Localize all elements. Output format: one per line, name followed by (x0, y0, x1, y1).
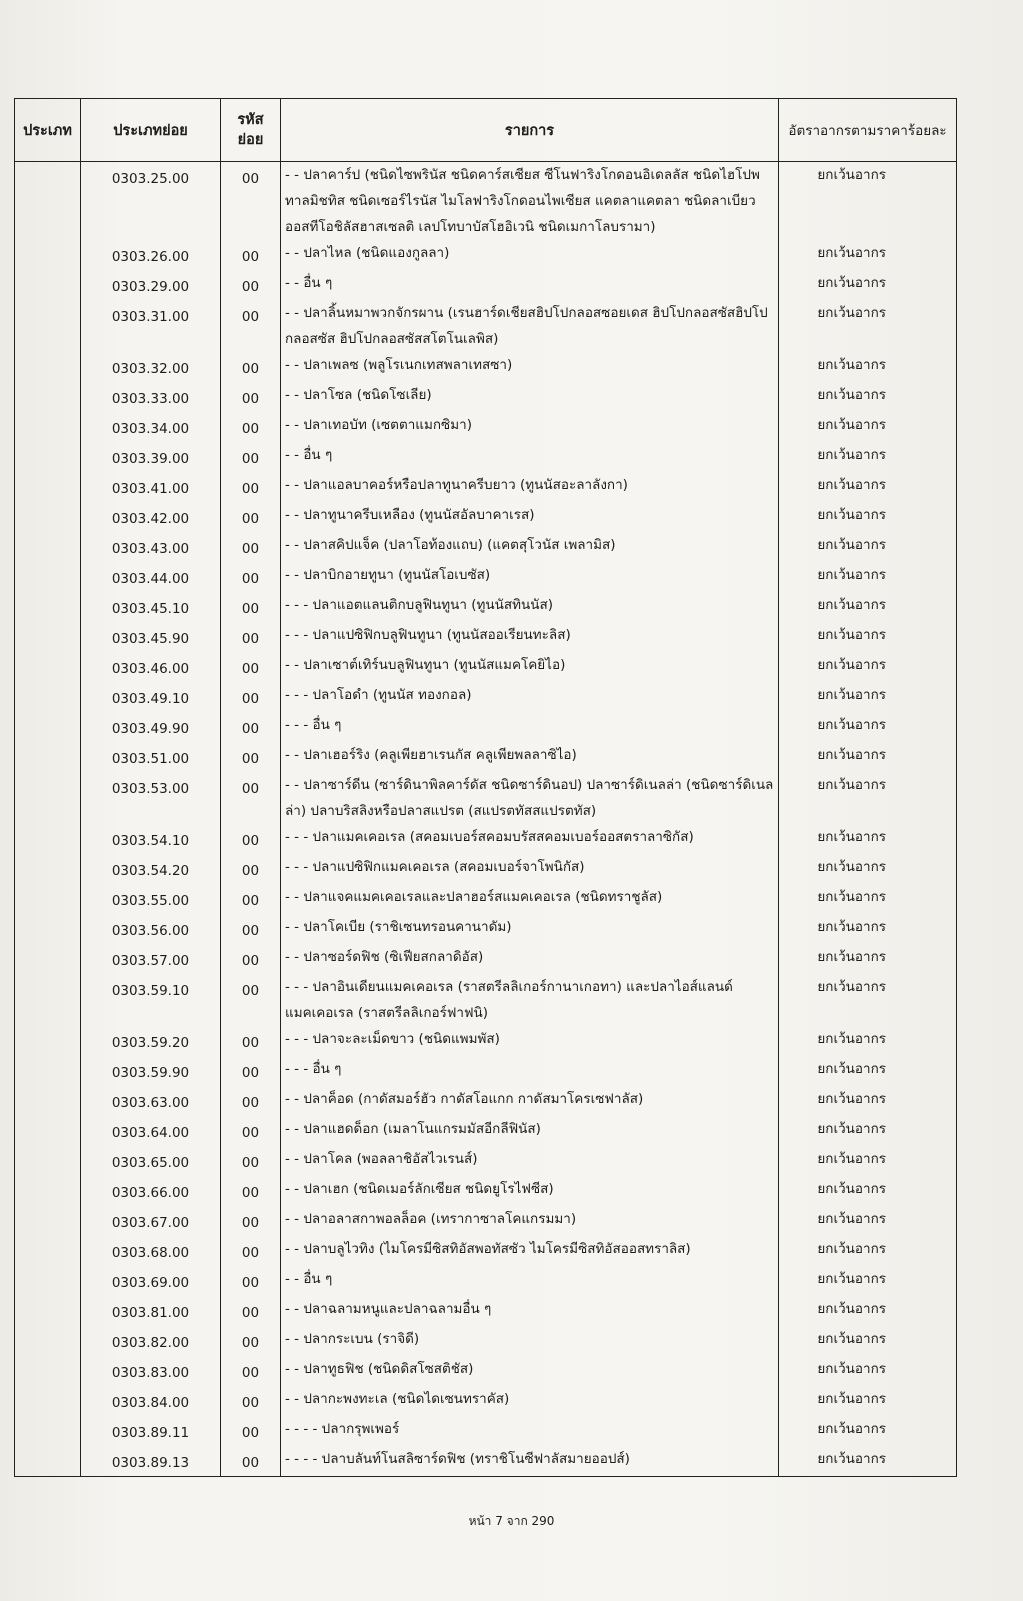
cell-subcode: 00 (221, 884, 281, 914)
cell-type (15, 1206, 81, 1236)
cell-rate: ยกเว้นอากร (779, 502, 957, 532)
cell-type (15, 772, 81, 824)
cell-subcode: 00 (221, 472, 281, 502)
cell-rate: ยกเว้นอากร (779, 742, 957, 772)
table-row (15, 1236, 957, 1266)
cell-description: - - - ปลาแปซิฟิกบลูฟินทูนา (ทูนนัสออเรียนทะลิส) (281, 622, 779, 652)
cell-type (15, 562, 81, 592)
cell-description: - - ปลาสคิปแจ็ค (ปลาโอท้องแถบ) (แคตสุโวนัส เพลามิส) (281, 532, 779, 562)
cell-subtype: 0303.63.00 (81, 1086, 221, 1116)
table-row (15, 772, 957, 824)
table-row (15, 300, 957, 352)
cell-description: - - ปลาไหล (ชนิดแองกูลลา) (281, 240, 779, 270)
cell-description: - - ปลาซอร์ดฟิช (ซิเฟียสกลาดิอัส) (281, 944, 779, 974)
cell-description: - - - อื่น ๆ (281, 1056, 779, 1086)
cell-subtype: 0303.42.00 (81, 502, 221, 532)
cell-description: - - ปลาบลูไวทิง (ไมโครมีซิสทิอัสพอทัสซัว ไมโครมีซิสทิอัสออสทราลิส) (281, 1236, 779, 1266)
cell-subtype: 0303.59.20 (81, 1026, 221, 1056)
cell-type (15, 1296, 81, 1326)
table-row (15, 1056, 957, 1086)
cell-subtype: 0303.68.00 (81, 1236, 221, 1266)
cell-subcode: 00 (221, 1296, 281, 1326)
cell-type (15, 974, 81, 1026)
cell-rate: ยกเว้นอากร (779, 682, 957, 712)
cell-description: - - อื่น ๆ (281, 442, 779, 472)
cell-description: - - - ปลาแมคเคอเรล (สคอมเบอร์สคอมบรัสสคอมเบอร์ออสตราลาซิกัส) (281, 824, 779, 854)
cell-subtype: 0303.45.10 (81, 592, 221, 622)
cell-subtype: 0303.64.00 (81, 1116, 221, 1146)
cell-rate: ยกเว้นอากร (779, 1446, 957, 1477)
cell-rate: ยกเว้นอากร (779, 592, 957, 622)
cell-subcode: 00 (221, 974, 281, 1026)
cell-rate: ยกเว้นอากร (779, 162, 957, 241)
cell-rate: ยกเว้นอากร (779, 1086, 957, 1116)
table-row (15, 1176, 957, 1206)
cell-subtype: 0303.45.90 (81, 622, 221, 652)
table-row (15, 1206, 957, 1236)
cell-description: - - ปลาบิกอายทูนา (ทูนนัสโอเบซัส) (281, 562, 779, 592)
cell-rate: ยกเว้นอากร (779, 240, 957, 270)
cell-subcode: 00 (221, 1086, 281, 1116)
cell-type (15, 1446, 81, 1477)
cell-rate: ยกเว้นอากร (779, 974, 957, 1026)
cell-subtype: 0303.31.00 (81, 300, 221, 352)
cell-subtype: 0303.59.90 (81, 1056, 221, 1086)
cell-type (15, 1386, 81, 1416)
cell-subcode: 00 (221, 412, 281, 442)
cell-description: - - - ปลาอินเดียนแมคเคอเรล (ราสตรีลลิเกอร์กานาเกอทา) และปลาไอส์แลนด์แมคเคอเรล (ราสตรีลลิเกอร์ฟาฟนิ) (281, 974, 779, 1026)
table-row (15, 1326, 957, 1356)
table-row (15, 884, 957, 914)
cell-rate: ยกเว้นอากร (779, 1356, 957, 1386)
cell-rate: ยกเว้นอากร (779, 1266, 957, 1296)
table-row (15, 1416, 957, 1446)
cell-subcode: 00 (221, 854, 281, 884)
cell-rate: ยกเว้นอากร (779, 1386, 957, 1416)
cell-subcode: 00 (221, 622, 281, 652)
cell-subcode: 00 (221, 270, 281, 300)
cell-subcode: 00 (221, 240, 281, 270)
cell-description: - - ปลาโคเบีย (ราชิเซนทรอนคานาดัม) (281, 914, 779, 944)
cell-subtype: 0303.49.90 (81, 712, 221, 742)
cell-description: - - ปลากระเบน (ราจิดี) (281, 1326, 779, 1356)
cell-description: - - ปลาซาร์ดีน (ซาร์ดินาพิลคาร์ดัส ชนิดซาร์ดินอป) ปลาซาร์ดิเนลล่า (ชนิดซาร์ดิเนลล่า) ปลาบริสลิงหรือปลาสแปรต (สแปรตทัสสแปรตทัส) (281, 772, 779, 824)
table-row (15, 532, 957, 562)
cell-description: - - ปลาเพลซ (พลูโรเนกเทสพลาเทสซา) (281, 352, 779, 382)
cell-subtype: 0303.66.00 (81, 1176, 221, 1206)
header-rate: อัตราอากรตามราคาร้อยละ (779, 99, 957, 162)
table-row (15, 442, 957, 472)
cell-subcode: 00 (221, 352, 281, 382)
cell-subcode: 00 (221, 1356, 281, 1386)
cell-rate: ยกเว้นอากร (779, 1116, 957, 1146)
cell-type (15, 824, 81, 854)
table-row (15, 974, 957, 1026)
cell-description: - - - ปลาจะละเม็ดขาว (ชนิดแพมพัส) (281, 1026, 779, 1056)
cell-subtype: 0303.82.00 (81, 1326, 221, 1356)
cell-subtype: 0303.29.00 (81, 270, 221, 300)
header-type: ประเภท (15, 99, 81, 162)
cell-type (15, 1356, 81, 1386)
cell-description: - - - - ปลากรุพเพอร์ (281, 1416, 779, 1446)
cell-description: - - ปลาฉลามหนูและปลาฉลามอื่น ๆ (281, 1296, 779, 1326)
table-row (15, 944, 957, 974)
cell-description: - - - ปลาแปซิฟิกแมคเคอเรล (สคอมเบอร์จาโพนิกัส) (281, 854, 779, 884)
cell-rate: ยกเว้นอากร (779, 652, 957, 682)
cell-rate: ยกเว้นอากร (779, 1206, 957, 1236)
cell-rate: ยกเว้นอากร (779, 1236, 957, 1266)
cell-description: - - ปลาเทอบัท (เซตตาแมกซิมา) (281, 412, 779, 442)
cell-type (15, 914, 81, 944)
cell-subcode: 00 (221, 1026, 281, 1056)
cell-type (15, 652, 81, 682)
table-row (15, 240, 957, 270)
cell-type (15, 742, 81, 772)
header-subcode-line1: รหัส (237, 112, 264, 128)
cell-type (15, 854, 81, 884)
table-row (15, 472, 957, 502)
table-row (15, 1116, 957, 1146)
cell-description: - - ปลาคาร์ป (ชนิดไซพรินัส ชนิดคาร์สเซียส ซีโนฟาริงโกดอนอิเดลลัส ชนิดไฮโปพทาลมิชทิส ชนิดเซอร์ไรนัส ไมโลฟาริงโกดอนไพเซียส แคตลาแคตลา ชนิดลาเบียว ออสทีโอชิลัสฮาสเซลติ เลปโทบาบัสโฮอิเวนิ ชนิดเมกาโลบรามา) (281, 162, 779, 241)
cell-description: - - ปลาอลาสกาพอลล็อค (เทรากาซาลโคแกรมมา) (281, 1206, 779, 1236)
cell-rate: ยกเว้นอากร (779, 412, 957, 442)
cell-subtype: 0303.33.00 (81, 382, 221, 412)
cell-rate: ยกเว้นอากร (779, 1296, 957, 1326)
cell-type (15, 1086, 81, 1116)
cell-subcode: 00 (221, 562, 281, 592)
cell-subcode: 00 (221, 1056, 281, 1086)
table-row (15, 1086, 957, 1116)
table-row (15, 742, 957, 772)
header-subcode-line2: ย่อย (237, 132, 264, 148)
cell-rate: ยกเว้นอากร (779, 824, 957, 854)
header-subcode (221, 99, 281, 162)
cell-subcode: 00 (221, 532, 281, 562)
cell-type (15, 1416, 81, 1446)
cell-subcode: 00 (221, 652, 281, 682)
cell-subtype: 0303.34.00 (81, 412, 221, 442)
cell-subtype: 0303.49.10 (81, 682, 221, 712)
cell-subcode: 00 (221, 502, 281, 532)
cell-subcode: 00 (221, 1416, 281, 1446)
cell-type (15, 472, 81, 502)
cell-subtype: 0303.46.00 (81, 652, 221, 682)
cell-rate: ยกเว้นอากร (779, 1326, 957, 1356)
cell-subtype: 0303.44.00 (81, 562, 221, 592)
table-row (15, 592, 957, 622)
cell-subcode: 00 (221, 1326, 281, 1356)
cell-subcode: 00 (221, 772, 281, 824)
table-row (15, 1266, 957, 1296)
cell-rate: ยกเว้นอากร (779, 382, 957, 412)
cell-type (15, 1026, 81, 1056)
cell-subtype: 0303.89.11 (81, 1416, 221, 1446)
cell-rate: ยกเว้นอากร (779, 1176, 957, 1206)
cell-rate: ยกเว้นอากร (779, 532, 957, 562)
cell-rate: ยกเว้นอากร (779, 1056, 957, 1086)
cell-subtype: 0303.84.00 (81, 1386, 221, 1416)
cell-subtype: 0303.81.00 (81, 1296, 221, 1326)
cell-subtype: 0303.65.00 (81, 1146, 221, 1176)
cell-rate: ยกเว้นอากร (779, 772, 957, 824)
cell-description: - - ปลาโคล (พอลลาชิอัสไวเรนส์) (281, 1146, 779, 1176)
cell-description: - - ปลากะพงทะเล (ชนิดไดเซนทราคัส) (281, 1386, 779, 1416)
cell-subcode: 00 (221, 914, 281, 944)
cell-subcode: 00 (221, 1266, 281, 1296)
cell-subcode: 00 (221, 1146, 281, 1176)
table-row (15, 1356, 957, 1386)
cell-subcode: 00 (221, 1236, 281, 1266)
cell-subcode: 00 (221, 1386, 281, 1416)
cell-type (15, 944, 81, 974)
cell-type (15, 592, 81, 622)
table-row (15, 854, 957, 884)
cell-type (15, 162, 81, 241)
cell-type (15, 712, 81, 742)
cell-subtype: 0303.54.20 (81, 854, 221, 884)
cell-subcode: 00 (221, 442, 281, 472)
cell-rate: ยกเว้นอากร (779, 712, 957, 742)
cell-description: - - ปลาค็อด (กาดัสมอร์ฮัว กาดัสโอแกก กาดัสมาโครเซฟาลัส) (281, 1086, 779, 1116)
cell-subtype: 0303.25.00 (81, 162, 221, 241)
cell-type (15, 300, 81, 352)
cell-subtype: 0303.54.10 (81, 824, 221, 854)
cell-rate: ยกเว้นอากร (779, 1146, 957, 1176)
cell-description: - - - ปลาโอดำ (ทูนนัส ทองกอล) (281, 682, 779, 712)
cell-subcode: 00 (221, 382, 281, 412)
table-row (15, 652, 957, 682)
table-row (15, 412, 957, 442)
cell-subcode: 00 (221, 1206, 281, 1236)
header-items: รายการ (281, 99, 779, 162)
header-subtype: ประเภทย่อย (81, 99, 221, 162)
cell-description: - - ปลาแฮดด็อก (เมลาโนแกรมมัสอีกลีฟินัส) (281, 1116, 779, 1146)
cell-type (15, 1326, 81, 1356)
cell-type (15, 1116, 81, 1146)
cell-subtype: 0303.67.00 (81, 1206, 221, 1236)
cell-rate: ยกเว้นอากร (779, 352, 957, 382)
cell-type (15, 682, 81, 712)
cell-rate: ยกเว้นอากร (779, 562, 957, 592)
cell-subtype: 0303.89.13 (81, 1446, 221, 1477)
cell-subtype: 0303.56.00 (81, 914, 221, 944)
table-row (15, 712, 957, 742)
table-row (15, 270, 957, 300)
cell-description: - - อื่น ๆ (281, 270, 779, 300)
cell-type (15, 240, 81, 270)
table-header-row (15, 99, 957, 162)
cell-subtype: 0303.51.00 (81, 742, 221, 772)
cell-subtype: 0303.83.00 (81, 1356, 221, 1386)
table-row (15, 502, 957, 532)
table-row (15, 682, 957, 712)
cell-subcode: 00 (221, 712, 281, 742)
cell-rate: ยกเว้นอากร (779, 854, 957, 884)
cell-type (15, 622, 81, 652)
cell-subtype: 0303.32.00 (81, 352, 221, 382)
tariff-table (14, 98, 957, 1477)
cell-description: - - อื่น ๆ (281, 1266, 779, 1296)
cell-type (15, 1056, 81, 1086)
cell-type (15, 270, 81, 300)
cell-subcode: 00 (221, 682, 281, 712)
cell-description: - - - ปลาแอตแลนติกบลูฟินทูนา (ทูนนัสทินนัส) (281, 592, 779, 622)
table-row (15, 824, 957, 854)
cell-type (15, 352, 81, 382)
cell-subtype: 0303.26.00 (81, 240, 221, 270)
cell-subtype: 0303.55.00 (81, 884, 221, 914)
cell-rate: ยกเว้นอากร (779, 442, 957, 472)
cell-description: - - ปลาแจคแมคเคอเรลและปลาฮอร์สแมคเคอเรล (ชนิดทราชูลัส) (281, 884, 779, 914)
table-row (15, 382, 957, 412)
cell-description: - - ปลาทูธฟิช (ชนิดดิสโซสติชัส) (281, 1356, 779, 1386)
cell-rate: ยกเว้นอากร (779, 944, 957, 974)
cell-description: - - ปลาเซาต์เทิร์นบลูฟินทูนา (ทูนนัสแมคโคยิไอ) (281, 652, 779, 682)
cell-rate: ยกเว้นอากร (779, 884, 957, 914)
cell-subtype: 0303.57.00 (81, 944, 221, 974)
table-row (15, 1146, 957, 1176)
table-row (15, 162, 957, 241)
table-row (15, 1026, 957, 1056)
table-row (15, 1296, 957, 1326)
cell-rate: ยกเว้นอากร (779, 1026, 957, 1056)
cell-description: - - ปลาเฮก (ชนิดเมอร์ลักเซียส ชนิดยูโรไฟซีส) (281, 1176, 779, 1206)
cell-subtype: 0303.59.10 (81, 974, 221, 1026)
table-row (15, 622, 957, 652)
cell-subtype: 0303.43.00 (81, 532, 221, 562)
cell-subcode: 00 (221, 1446, 281, 1477)
page-number: หน้า 7 จาก 290 (468, 1514, 555, 1528)
cell-description: - - - อื่น ๆ (281, 712, 779, 742)
cell-description: - - ปลาแอลบาคอร์หรือปลาทูนาครีบยาว (ทูนนัสอะลาลังกา) (281, 472, 779, 502)
cell-rate: ยกเว้นอากร (779, 914, 957, 944)
cell-description: - - ปลาทูนาครีบเหลือง (ทูนนัสอัลบาคาเรส) (281, 502, 779, 532)
cell-subcode: 00 (221, 944, 281, 974)
cell-type (15, 412, 81, 442)
cell-subcode: 00 (221, 1176, 281, 1206)
table-body (15, 162, 957, 1477)
cell-subtype: 0303.53.00 (81, 772, 221, 824)
cell-type (15, 382, 81, 412)
cell-description: - - ปลาโซล (ชนิดโซเลีย) (281, 382, 779, 412)
cell-type (15, 1146, 81, 1176)
cell-description: - - ปลาเฮอร์ริง (คลูเพียฮาเรนกัส คลูเพียพลลาซิไอ) (281, 742, 779, 772)
table-row (15, 914, 957, 944)
cell-type (15, 1176, 81, 1206)
table-row (15, 1386, 957, 1416)
cell-subtype: 0303.39.00 (81, 442, 221, 472)
cell-description: - - ปลาลิ้นหมาพวกจักรผาน (เรนฮาร์ดเชียสฮิปโปกลอสซอยเดส ฮิปโปกลอสซัสฮิปโปกลอสซัส ฮิปโปกลอสซัสสโตโนเลพิส) (281, 300, 779, 352)
cell-rate: ยกเว้นอากร (779, 622, 957, 652)
cell-type (15, 502, 81, 532)
cell-type (15, 884, 81, 914)
cell-subcode: 00 (221, 162, 281, 241)
cell-subtype: 0303.41.00 (81, 472, 221, 502)
cell-subcode: 00 (221, 592, 281, 622)
cell-type (15, 442, 81, 472)
cell-type (15, 1236, 81, 1266)
table-row (15, 1446, 957, 1477)
cell-rate: ยกเว้นอากร (779, 270, 957, 300)
cell-subcode: 00 (221, 824, 281, 854)
cell-rate: ยกเว้นอากร (779, 1416, 957, 1446)
cell-subcode: 00 (221, 1116, 281, 1146)
cell-subcode: 00 (221, 742, 281, 772)
cell-rate: ยกเว้นอากร (779, 472, 957, 502)
cell-subcode: 00 (221, 300, 281, 352)
cell-description: - - - - ปลาบลันท์โนสลิซาร์ดฟิช (ทราชิโนซีฟาลัสมายออปส์) (281, 1446, 779, 1477)
cell-type (15, 532, 81, 562)
cell-rate: ยกเว้นอากร (779, 300, 957, 352)
cell-type (15, 1266, 81, 1296)
cell-subtype: 0303.69.00 (81, 1266, 221, 1296)
table-row (15, 562, 957, 592)
table-row (15, 352, 957, 382)
